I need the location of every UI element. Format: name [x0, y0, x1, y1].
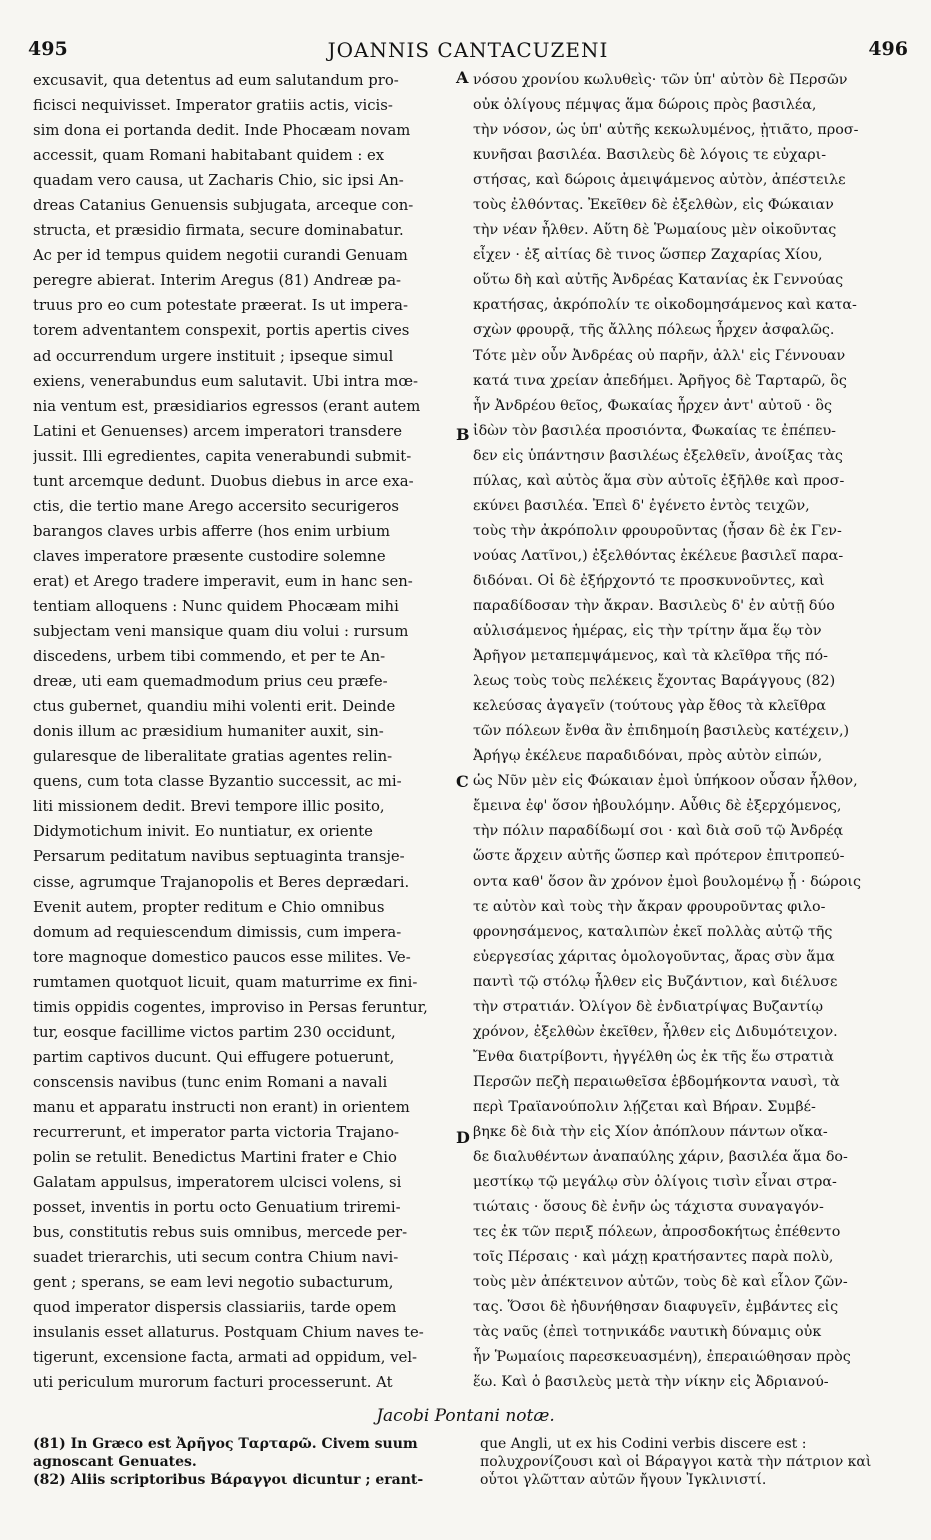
greek-text-line: τοὺς μὲν ἀπέκτεινον αὐτῶν, τοὺς δὲ καὶ εἷλον ζῶν- [473, 1274, 848, 1291]
greek-text-line: λεως τοὺς τοὺς πελέκεις ἔχοντας Βαράγγους (82) [473, 673, 836, 690]
latin-text-line: Didymotichum inivit. Eo nuntiatur, ex oriente [33, 823, 373, 841]
latin-text-line: quod imperator dispersis classiariis, tarde opem [33, 1299, 397, 1317]
latin-text-line: erat) et Arego tradere imperavit, eum in hanc sen- [33, 572, 413, 590]
latin-text-line: tore magnoque domestico paucos esse milites. Ve- [33, 948, 411, 966]
greek-text-line: σχὼν φρουρᾷ, τῆς ἄλλης πόλεως ἦρχεν ἀσφαλῶς. [473, 322, 835, 339]
greek-text-line [473, 1395, 909, 1398]
latin-text-line: donis illum ac præsidium humaniter auxit, sin- [33, 723, 384, 741]
latin-text-line: gent ; sperans, se eam levi negotio subacturum, [33, 1274, 394, 1292]
greek-text-line: οὐκ ὀλίγους πέμψας ἅμα δώροις πρὸς βασιλέα, [473, 97, 817, 114]
greek-text-line: νόσου χρονίου κωλυθεὶς· τῶν ὑπ' αὐτὸν δὲ Περσῶν [473, 72, 848, 88]
latin-text-line: bus, constitutis rebus suis omnibus, mercede per- [33, 1224, 408, 1242]
greek-text-line: τας. Ὅσοι δὲ ἠδυνήθησαν διαφυγεῖν, ἐμβάντες εἰς [473, 1299, 839, 1316]
greek-text-line: τοὺς ἐλθόντας. Ἐκεῖθεν δὲ ἐξελθὼν, εἰς Φώκαιαν [473, 197, 834, 214]
latin-text-line [33, 1395, 451, 1398]
latin-text-line: accessit, quam Romani habitabant quidem : ex [33, 147, 385, 165]
latin-text-line: exiens, venerabundus eum salutavit. Ubi intra mœ- [33, 372, 419, 390]
footnote-line: que Angli, ut ex his Codini verbis discere est : [480, 1436, 807, 1452]
greek-text-line: τῶν πόλεων ἔνθα ἂν ἐπιδημοίη βασιλεὺς κατέχειν,) [473, 723, 850, 740]
page-number-right: 496 [868, 38, 908, 60]
greek-text-line: δεν εἰς ὑπάντησιν βασιλέως ἐξελθεῖν, ἀνοίξας τὰς [473, 447, 843, 464]
greek-text-line: ἦν Ῥωμαίοις παρεσκευασμένη), ἐπεραιώθησαν πρὸς [473, 1349, 851, 1366]
greek-text-line: αὐλισάμενος ἡμέρας, εἰς τὴν τρίτην ἅμα ἕῳ τὸν [473, 623, 822, 640]
greek-text-line: τοὺς τὴν ἀκρόπολιν φρουροῦντας (ἦσαν δὲ ἐκ Γεν- [473, 522, 842, 539]
greek-text-line: ἰδὼν τὸν βασιλέα προσιόντα, Φωκαίας τε ἐπέπευ- [473, 422, 836, 439]
greek-text-line: κυνῆσαι βασιλέα. Βασιλεὺς δὲ λόγοις τε εὐχαρι- [473, 147, 827, 164]
notes-left-column [33, 1435, 453, 1489]
greek-text-line: χρόνον, ἐξελθὼν ἐκεῖθεν, ἦλθεν εἰς Διδυμότειχον. [473, 1023, 838, 1040]
footnote-line: agnoscant Genuates. [33, 1454, 197, 1470]
latin-text-line: Ac per id tempus quidem negotii curandi Genuam [33, 247, 408, 265]
greek-column [473, 68, 909, 1398]
greek-text-line: Ἀρήγῳ ἐκέλευε παραδιδόναι, πρὸς αὐτὸν εἰπών, [473, 748, 823, 765]
latin-text-line: subjectam veni mansique quam diu volui : rursum [33, 623, 409, 641]
latin-text-line: tunt arcemque dedunt. Duobus diebus in arce exa- [33, 472, 414, 490]
latin-text-line: ad occurrendum urgere instituit ; ipseque simul [33, 347, 394, 365]
greek-text-line: τὴν νόσον, ὡς ὑπ' αὐτῆς κεκωλυμένος, ᾐτιᾶτο, προσ- [473, 122, 859, 139]
greek-text-line: τὰς ναῦς (ἐπεὶ τοτηνικάδε ναυτικὴ δύναμις οὐκ [473, 1324, 822, 1341]
greek-text-line: βηκε δὲ διὰ τὴν εἰς Χίον ἀπόπλουν πάντων οἴκα- [473, 1123, 828, 1140]
greek-text-line: περὶ Τραϊανούπολιν λῄζεται καὶ Βήραν. Συμβέ- [473, 1098, 816, 1115]
latin-text-line: timis oppidis cogentes, improviso in Persas feruntur, [33, 998, 428, 1016]
latin-text-line: jussit. Illi egredientes, capita venerabundi submit- [33, 447, 412, 465]
latin-text-line: structa, et præsidio firmata, secure dominabatur. [33, 222, 404, 240]
greek-text-line: παντὶ τῷ στόλῳ ἦλθεν εἰς Βυζάντιον, καὶ διέλυσε [473, 973, 838, 990]
latin-text-line: claves imperatore præsente custodire solemne [33, 547, 386, 565]
latin-text-line: Persarum peditatum navibus septuaginta transje- [33, 848, 405, 866]
greek-text-line: παραδίδοσαν τὴν ἄκραν. Βασιλεὺς δ' ἐν αὐτῇ δύο [473, 597, 835, 614]
latin-text-line: uti periculum murorum facturi processerunt. At [33, 1374, 393, 1392]
latin-text-line: truus pro eo cum potestate præerat. Is ut impera- [33, 297, 408, 315]
latin-text-line: ctus gubernet, quandiu mihi volenti erit. Deinde [33, 698, 396, 716]
greek-text-line: πύλας, καὶ αὐτὸς ἅμα σὺν αὐτοῖς ἐξῆλθε καὶ προσ- [473, 472, 845, 489]
latin-text-line: quens, cum tota classe Byzantio successit, ac mi- [33, 773, 402, 791]
section-marker-b: B [456, 425, 470, 444]
latin-text-line: barangos claves urbis afferre (hos enim urbium [33, 522, 391, 540]
latin-text-line: nia ventum est, præsidiarios egressos (erant autem [33, 397, 421, 415]
greek-text-line: κατά τινα χρείαν ἀπεδήμει. Ἀρῆγος δὲ Ταρταρῶ, ὃς [473, 372, 847, 389]
latin-text-line: rumtamen quotquot licuit, quam maturrime ex fini- [33, 973, 418, 991]
greek-text-line: μεστίκῳ τῷ μεγάλῳ σὺν ὀλίγοις τισὶν εἶναι στρα- [473, 1174, 837, 1191]
latin-text-line: ctis, die tertio mane Arego accersito securigeros [33, 497, 400, 515]
section-marker-c: C [456, 772, 469, 791]
notes-right-column [480, 1435, 910, 1489]
greek-text-line: δε διαλυθέντων ἀναπαύλης χάριν, βασιλέα ἅμα δο- [473, 1149, 848, 1166]
latin-text-line: conscensis navibus (tunc enim Romani a navali [33, 1073, 388, 1091]
latin-text-line: peregre abierat. Interim Aregus (81) Andreæ pa- [33, 272, 402, 290]
greek-text-line: εκύνει βασιλέα. Ἐπεὶ δ' ἐγένετο ἐντὸς τειχῶν, [473, 497, 810, 514]
latin-text-line: sim dona ei portanda dedit. Inde Phocæam novam [33, 122, 411, 140]
latin-text-line: discedens, urbem tibi commendo, et per te An- [33, 648, 386, 666]
greek-text-line: τε αὐτὸν καὶ τοὺς τὴν ἄκραν φρουροῦντας φιλο- [473, 898, 826, 915]
section-marker-d: D [456, 1128, 470, 1147]
greek-text-line: τιώταις · ὅσους δὲ ἐνῆν ὡς τάχιστα συναγαγόν- [473, 1199, 824, 1216]
latin-text-line: cisse, agrumque Trajanopolis et Beres deprædari. [33, 873, 410, 891]
latin-text-line: tur, eosque facillime victos partim 230 occidunt, [33, 1023, 396, 1041]
greek-text-line: κελεύσας ἀγαγεῖν (τούτους γὰρ ἔθος τὰ κλεῖθρα [473, 698, 827, 715]
latin-text-line: dreas Catanius Genuensis subjugata, arceque con- [33, 197, 414, 215]
latin-text-line: polin se retulit. Benedictus Martini frater e Chio [33, 1149, 397, 1167]
greek-text-line: φρονησάμενος, καταλιπὼν ἐκεῖ πολλὰς αὐτῷ τῆς [473, 923, 833, 940]
latin-text-line: tentiam alloquens : Nunc quidem Phocæam mihi [33, 597, 399, 615]
footnote-line: (81) In Græco est Ἀρῆγος Ταρταρῶ. Civem suum [33, 1436, 418, 1452]
latin-text-line: liti missionem dedit. Brevi tempore illic posito, [33, 798, 385, 816]
latin-text-line: Evenit autem, propter reditum e Chio omnibus [33, 898, 385, 916]
greek-text-line: ὡς Νῦν μὲν εἰς Φώκαιαν ἐμοὶ ὑπήκοον οὖσαν ἦλθον, [473, 773, 858, 790]
greek-text-line: διδόναι. Οἱ δὲ ἐξήρχοντό τε προσκυνοῦντες, καὶ [473, 572, 825, 589]
greek-text-line: Περσῶν πεζὴ περαιωθεῖσα ἑβδομήκοντα ναυσὶ, τὰ [473, 1073, 840, 1090]
latin-column [33, 68, 451, 1398]
greek-text-line: στήσας, καὶ δώροις ἀμειψάμενος αὐτὸν, ἀπέστειλε [473, 172, 846, 189]
latin-text-line: posset, inventis in portu octo Genuatium triremi- [33, 1199, 401, 1217]
latin-text-line: gularesque de liberalitate gratias agentes relin- [33, 748, 393, 766]
page-number-left: 495 [28, 38, 68, 60]
greek-text-line: οὕτω δὴ καὶ αὐτῆς Ἀνδρέας Κατανίας ἐκ Γεννούας [473, 272, 844, 289]
running-title: JOANNIS CANTACUZENI [327, 38, 609, 62]
greek-text-line: ἔμεινα ἐφ' ὅσον ἠβουλόμην. Αὖθις δὲ ἐξερχόμενος, [473, 798, 842, 815]
page-header [28, 38, 908, 62]
greek-text-line: τὴν νέαν ἦλθεν. Αὕτη δὲ Ῥωμαίους μὲν οἰκοῦντας [473, 222, 837, 239]
latin-text-line: tigerunt, excensione facta, armati ad oppidum, vel- [33, 1349, 418, 1367]
greek-text-line: ἦν Ἀνδρέου θεῖος, Φωκαίας ἦρχεν ἀντ' αὐτοῦ · ὃς [473, 397, 832, 414]
greek-text-line: νούας Λατῖνοι,) ἐξελθόντας ἐκέλευε βασιλεῖ παρα- [473, 547, 844, 564]
greek-text-line: Ἀρῆγον μεταπεμψάμενος, καὶ τὰ κλεῖθρα τῆς πό- [473, 648, 828, 665]
latin-text-line: insulanis esset allaturus. Postquam Chium naves te- [33, 1324, 424, 1342]
footnote-line: οὗτοι γλῶτταν αὐτῶν ἤγουν Ἰγκλινιστί. [480, 1472, 767, 1488]
latin-text-line: partim captivos ducunt. Qui effugere potuerunt, [33, 1048, 395, 1066]
latin-text-line: Galatam appulsus, imperatorem ulcisci volens, si [33, 1174, 402, 1192]
greek-text-line: ἕω. Καὶ ὁ βασιλεὺς μετὰ τὴν νίκην εἰς Ἀδριανού- [473, 1374, 829, 1391]
latin-text-line: Latini et Genuenses) arcem imperatori transdere [33, 422, 402, 440]
greek-text-line: τὴν στρατιάν. Ὀλίγον δὲ ἐνδιατρίψας Βυζαντίῳ [473, 998, 824, 1015]
notes-title: Jacobi Pontani notæ. [376, 1406, 555, 1426]
latin-text-line: torem adventantem conspexit, portis apertis cives [33, 322, 410, 340]
greek-text-line: τοῖς Πέρσαις · καὶ μάχῃ κρατήσαντες παρὰ πολὺ, [473, 1249, 834, 1266]
footnote-line: (82) Aliis scriptoribus Βάραγγοι dicuntur ; erant- [33, 1472, 424, 1488]
greek-text-line: τὴν πόλιν παραδίδωμί σοι · καὶ διὰ σοῦ τῷ Ἀνδρέᾳ [473, 823, 844, 840]
footnote-line: πολυχρονίζουσι καὶ οἱ Βάραγγοι κατὰ τὴν πάτριον καὶ [480, 1454, 872, 1470]
latin-text-line: quadam vero causa, ut Zacharis Chio, sic ipsi An- [33, 172, 404, 190]
latin-text-line: suadet trierarchis, uti secum contra Chium navi- [33, 1249, 399, 1267]
greek-text-line: εὐεργεσίας χάριτας ὁμολογοῦντας, ἄρας σὺν ἅμα [473, 948, 835, 965]
latin-text-line: domum ad requiescendum dimissis, cum impera- [33, 923, 402, 941]
greek-text-line: οντα καθ' ὅσον ἂν χρόνον ἐμοὶ βουλομένῳ ᾖ · δώροις [473, 873, 862, 890]
greek-text-line: τες ἐκ τῶν περιξ πόλεων, ἀπροσδοκήτως ἐπέθεντο [473, 1224, 841, 1241]
latin-text-line: excusavit, qua detentus ad eum salutandum pro- [33, 72, 399, 89]
greek-text-line: Τότε μὲν οὖν Ἀνδρέας οὐ παρῆν, ἀλλ' εἰς Γέννουαν [473, 347, 846, 364]
latin-text-line: ficisci nequivisset. Imperator gratiis actis, vicis- [33, 97, 393, 115]
latin-text-line: manu et apparatu instructi non erant) in orientem [33, 1098, 410, 1116]
greek-text-line: Ἔνθα διατρίβοντι, ἠγγέλθη ὡς ἐκ τῆς ἕω στρατιὰ [473, 1048, 834, 1065]
latin-text-line: dreæ, uti eam quemadmodum prius ceu præfe- [33, 673, 388, 691]
section-marker-a: A [456, 68, 469, 87]
greek-text-line: κρατήσας, ἀκρόπολίν τε οἰκοδομησάμενος καὶ κατα- [473, 297, 857, 314]
greek-text-line: ὥστε ἄρχειν αὐτῆς ὥσπερ καὶ πρότερον ἐπιτροπεύ- [473, 848, 845, 865]
greek-text-line: εἶχεν · ἐξ αἰτίας δὲ τινος ὥσπερ Ζαχαρίας Χίου, [473, 247, 823, 264]
latin-text-line: recurrerunt, et imperator parta victoria Trajano- [33, 1123, 399, 1141]
